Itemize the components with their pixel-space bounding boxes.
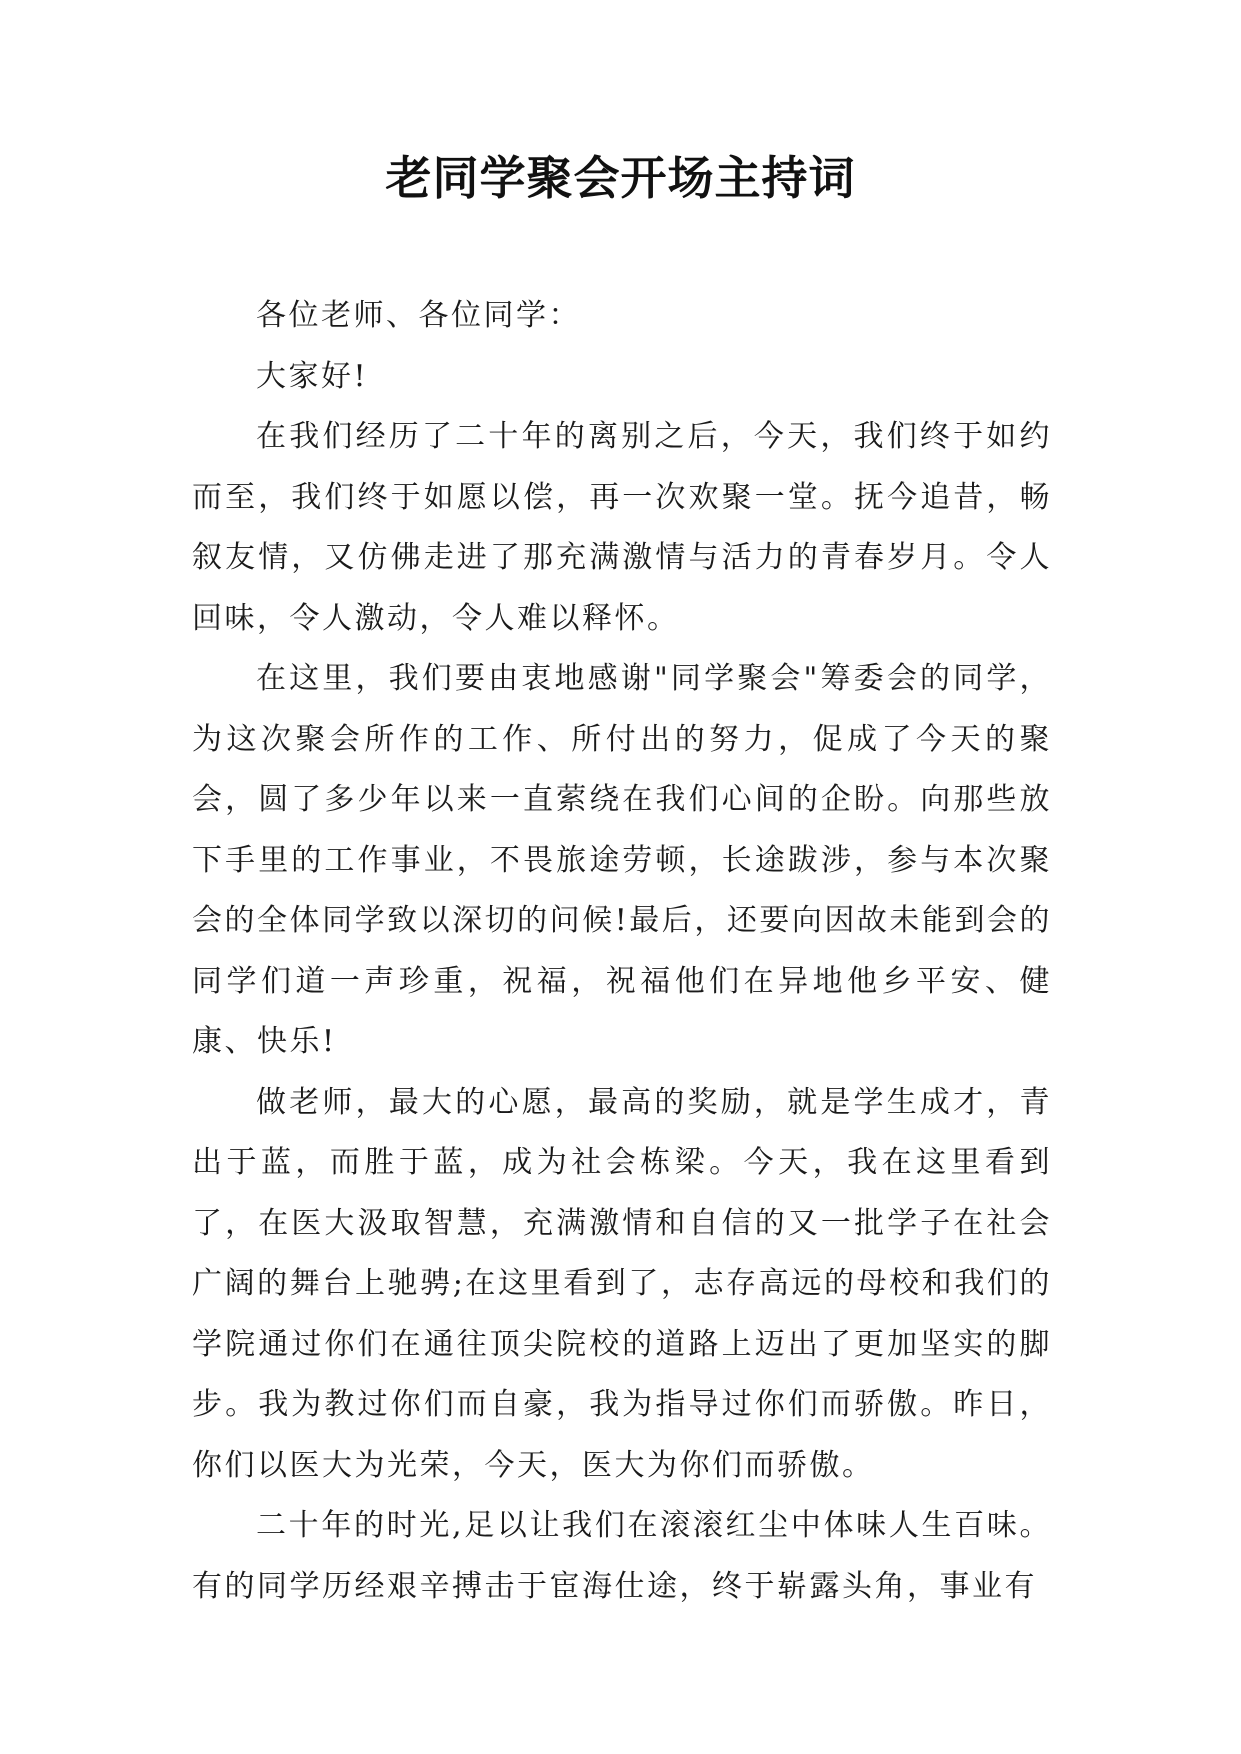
salutation: 各位老师、各位同学：	[256, 298, 581, 333]
document-body	[192, 286, 1052, 1617]
paragraph-thanks: 在这里，我们要由衷地感谢"同学聚会"筹委会的同学，为这次聚会所作的工作、所付出的努力，促成了今天的聚会，圆了多少年以来一直萦绕在我们心间的企盼。向那些放下手里的工作事业，不畏旅途劳顿，长途跋涉，参与本次聚会的全体同学致以深切的问候!最后，还要向因故未能到会的同学们道一声珍重，祝福，祝福他们在异地他乡平安、健康、快乐!	[192, 661, 1052, 1059]
document-title: 老同学聚会开场主持词	[385, 151, 856, 205]
paragraph-reunion: 在我们经历了二十年的离别之后，今天，我们终于如约而至，我们终于如愿以偿，再一次欢聚一堂。抚今追昔，畅叙友情，又仿佛走进了那充满激情与活力的青春岁月。令人回味，令人激动，令人难以释怀。	[192, 419, 1052, 636]
greeting: 大家好!	[256, 358, 369, 394]
paragraph-twenty-years: 二十年的时光,足以让我们在滚滚红尘中体味人生百味。有的同学历经艰辛搏击于宦海仕途，终于崭露头角，事业有	[192, 1508, 1052, 1604]
paragraph-teacher: 做老师，最大的心愿，最高的奖励，就是学生成才，青出于蓝，而胜于蓝，成为社会栋梁。今天，我在这里看到了，在医大汲取智慧，充满激情和自信的又一批学子在社会广阔的舞台上驰骋;在这里看到了，志存高远的母校和我们的学院通过你们在通往顶尖院校的道路上迈出了更加坚实的脚步。我为教过你们而自豪，我为指导过你们而骄傲。昨日，你们以医大为光荣，今天，医大为你们而骄傲。	[192, 1084, 1052, 1483]
